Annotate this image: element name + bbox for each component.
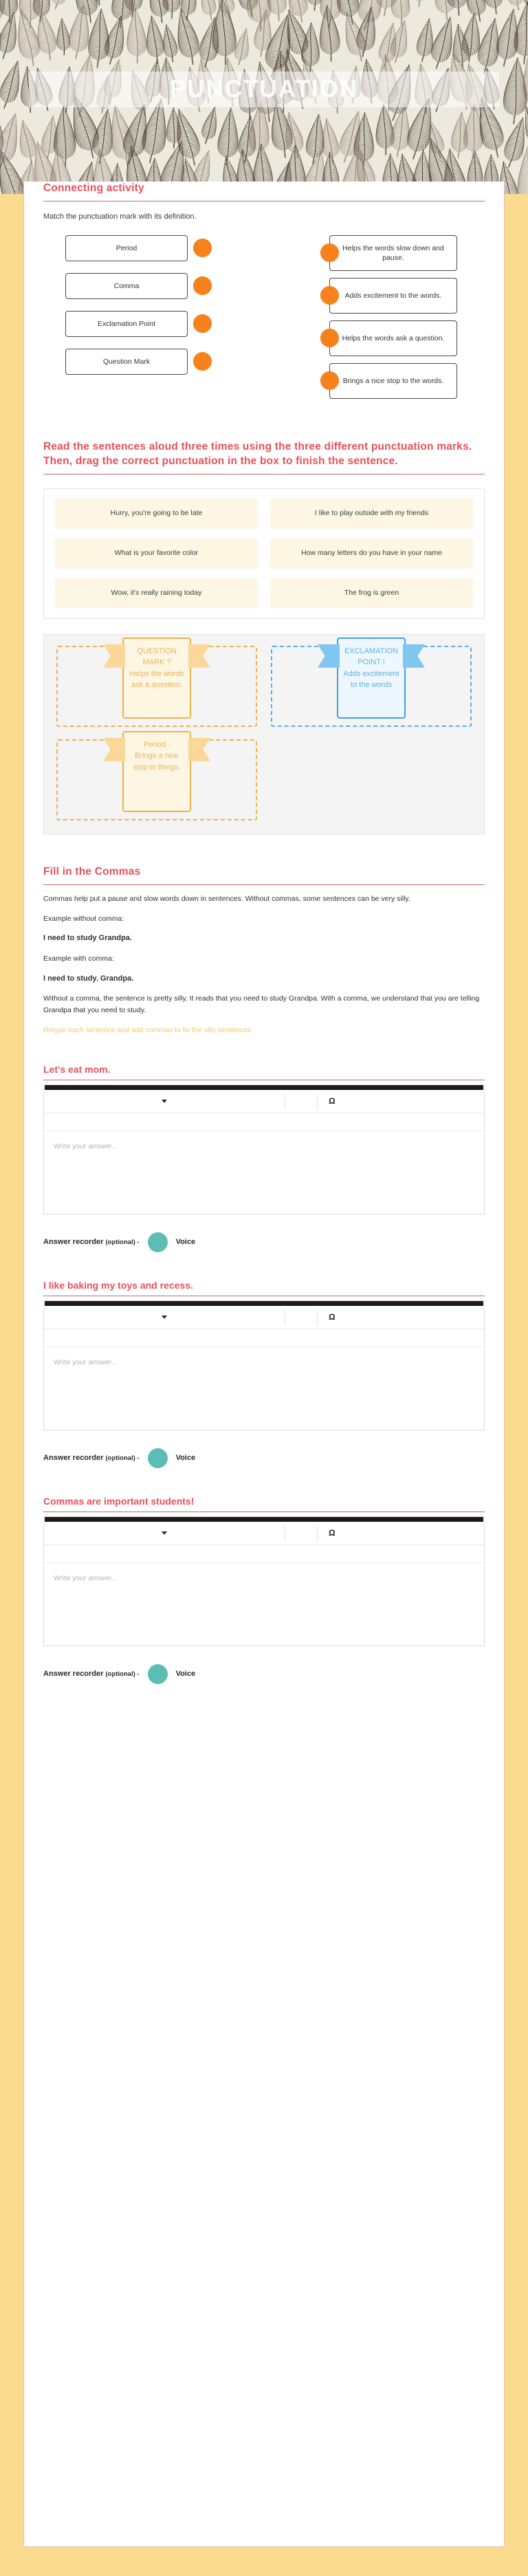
voice-record-button-2[interactable] xyxy=(148,1448,168,1468)
match-definition-question[interactable] xyxy=(329,320,467,356)
recorder-label-optional: (optional) - xyxy=(105,1454,140,1463)
match-item-exclamation-point[interactable] xyxy=(65,311,203,337)
drag-card-description: Brings a nice stop to things. xyxy=(133,752,181,772)
ribbon-right-icon xyxy=(188,644,210,668)
sentence-card[interactable]: How many letters do you have in your name xyxy=(270,538,473,569)
drop-slot-period[interactable] xyxy=(56,739,257,820)
connector-dot-icon[interactable] xyxy=(193,314,212,333)
match-item-period[interactable] xyxy=(65,235,203,261)
recorder-label-optional: (optional) - xyxy=(105,1238,140,1247)
match-item-question-mark[interactable] xyxy=(65,349,203,375)
drag-card-title: QUESTION MARK ? xyxy=(137,646,177,667)
drag-card-title: EXCLAMATION POINT ! xyxy=(344,646,399,667)
question-heading-2: I like baking my toys and recess. xyxy=(43,1279,193,1291)
editor-top-bar xyxy=(45,1085,483,1090)
commas-label-without: Example without comma: xyxy=(43,914,124,923)
match-definition-excitement[interactable] xyxy=(329,278,467,314)
match-definition-slow-down[interactable] xyxy=(329,235,467,271)
commas-divider xyxy=(43,884,485,885)
drag-card-description: Helps the words ask a question. xyxy=(129,669,184,690)
special-character-button-1[interactable] xyxy=(318,1090,484,1113)
example-with-part-b: Grandpa. xyxy=(98,974,134,983)
ribbon-right-icon xyxy=(403,644,425,668)
voice-label: Voice xyxy=(175,1670,196,1679)
match-item-comma[interactable] xyxy=(65,273,203,299)
drag-card-question-mark[interactable] xyxy=(122,637,191,719)
commas-explanation: Without a comma, the sentence is pretty silly. It reads that you need to study Grandpa. With a comma, we understand that you are telling Grandpa that you need to study. xyxy=(43,994,480,1015)
drag-card-title: Period . xyxy=(144,740,170,749)
sentence-card[interactable]: Wow, it's really raining today xyxy=(55,578,258,609)
answer-editor-1[interactable] xyxy=(43,1084,485,1214)
drop-slot-empty xyxy=(271,739,472,820)
matching-left-column xyxy=(65,235,203,399)
worksheet-card xyxy=(23,182,505,2547)
special-character-button-2[interactable] xyxy=(318,1306,484,1329)
connecting-instruction: Match the punctuation mark with its definition. xyxy=(43,212,197,221)
omega-symbol-icon: Ω xyxy=(329,1528,336,1538)
editor-secondary-toolbar xyxy=(44,1329,484,1347)
editor-toolbar-1 xyxy=(44,1090,484,1113)
font-dropdown-1[interactable] xyxy=(44,1090,285,1113)
recorder-label-main: Answer recorder xyxy=(43,1454,106,1463)
bottom-spacer xyxy=(43,1684,485,1688)
example-with-part-a: I need to study xyxy=(43,974,96,983)
commas-label-with: Example with comma: xyxy=(43,954,114,963)
match-definition-label: Adds excitement to the words. xyxy=(329,278,457,314)
chevron-down-icon xyxy=(162,1316,167,1319)
match-definition-label: Helps the words ask a question. xyxy=(329,320,457,356)
chevron-down-icon xyxy=(162,1531,167,1535)
answer-editor-2[interactable] xyxy=(43,1300,485,1430)
drop-slot-question-mark[interactable] xyxy=(56,646,257,727)
drop-slot-exclamation-point[interactable] xyxy=(271,646,472,727)
matching-activity xyxy=(43,235,485,399)
commas-example-without: I need to study Grandpa. xyxy=(43,934,132,943)
ribbon-left-icon xyxy=(318,644,340,668)
sentence-card[interactable]: What is your favorite color xyxy=(55,538,258,569)
editor-secondary-toolbar xyxy=(44,1113,484,1131)
recorder-label xyxy=(43,1670,140,1678)
sentence-card[interactable]: Hurry, you're going to be late xyxy=(55,499,258,529)
drag-card-period[interactable] xyxy=(122,731,191,812)
hero-banner xyxy=(0,0,528,194)
answer-input-3[interactable]: Write your answer... xyxy=(54,1573,118,1582)
match-label: Period xyxy=(65,235,188,261)
recorder-label xyxy=(43,1238,140,1246)
ribbon-left-icon xyxy=(103,738,125,761)
recorder-label-main: Answer recorder xyxy=(43,1238,106,1247)
recorder-label-main: Answer recorder xyxy=(43,1670,106,1679)
voice-label: Voice xyxy=(175,1454,196,1463)
drag-card-description: Adds excitement to the words xyxy=(343,669,399,690)
editor-top-bar xyxy=(45,1301,483,1306)
toolbar-group-blank[interactable] xyxy=(285,1306,317,1329)
connector-dot-icon[interactable] xyxy=(193,352,212,371)
answer-recorder-row-1 xyxy=(43,1232,485,1252)
match-label: Exclamation Point xyxy=(65,311,188,337)
editor-secondary-toolbar xyxy=(44,1545,484,1563)
editor-toolbar-2 xyxy=(44,1306,484,1329)
match-label: Comma xyxy=(65,273,188,299)
recorder-label-optional: (optional) - xyxy=(105,1670,140,1679)
ribbon-left-icon xyxy=(103,644,125,668)
drag-drop-panel xyxy=(43,634,485,835)
reading-heading: Read the sentences aloud three times using the three different punctuation marks. Then, drag the correct punctuation in the box to finish the sentence. xyxy=(43,440,472,467)
matching-right-column xyxy=(329,235,467,399)
omega-symbol-icon: Ω xyxy=(329,1096,336,1106)
question-divider-3 xyxy=(43,1511,485,1512)
voice-record-button-3[interactable] xyxy=(148,1664,168,1684)
connector-dot-icon[interactable] xyxy=(193,239,212,257)
connecting-heading: Connecting activity xyxy=(43,182,144,194)
omega-symbol-icon: Ω xyxy=(329,1312,336,1322)
sentence-card[interactable]: The frog is green xyxy=(270,578,473,609)
commas-example-with xyxy=(43,973,485,985)
connector-dot-icon[interactable] xyxy=(193,276,212,295)
highlighted-comma: , xyxy=(96,974,98,983)
toolbar-group-blank[interactable] xyxy=(285,1090,317,1113)
answer-input-1[interactable]: Write your answer... xyxy=(54,1142,118,1150)
answer-recorder-row-2 xyxy=(43,1448,485,1468)
editor-top-bar xyxy=(45,1517,483,1522)
sentence-card[interactable]: I like to play outside with my friends xyxy=(270,499,473,529)
ribbon-right-icon xyxy=(188,738,210,761)
question-heading-3: Commas are important students! xyxy=(43,1495,195,1507)
editor-toolbar-3 xyxy=(44,1522,484,1545)
match-label: Question Mark xyxy=(65,349,188,375)
toolbar-group-blank[interactable] xyxy=(285,1522,317,1544)
commas-heading: Fill in the Commas xyxy=(43,865,141,877)
font-dropdown-3[interactable] xyxy=(44,1522,285,1544)
match-definition-nice-stop[interactable] xyxy=(329,363,467,399)
chevron-down-icon xyxy=(162,1100,167,1103)
match-definition-label: Brings a nice stop to the words. xyxy=(329,363,457,399)
special-character-button-3[interactable] xyxy=(318,1522,484,1544)
voice-label: Voice xyxy=(175,1238,196,1247)
commas-intro: Commas help put a pause and slow words down in sentences. Without commas, some sentences can be very silly. xyxy=(43,894,410,903)
drag-card-exclamation-point[interactable] xyxy=(337,637,406,719)
answer-recorder-row-3 xyxy=(43,1664,485,1684)
font-dropdown-2[interactable] xyxy=(44,1306,285,1329)
hero-title: PUNCTUATION xyxy=(169,76,359,102)
answer-input-2[interactable]: Write your answer... xyxy=(54,1357,118,1366)
sentence-card-panel xyxy=(43,488,485,619)
match-definition-label: Helps the words slow down and pause. xyxy=(329,235,457,271)
answer-editor-3[interactable] xyxy=(43,1516,485,1646)
question-heading-1: Let's eat mom. xyxy=(43,1063,111,1075)
voice-record-button-1[interactable] xyxy=(148,1232,168,1252)
recorder-label xyxy=(43,1454,140,1462)
commas-task-note: Retype each sentence and add commas to fix the silly sentences. xyxy=(43,1025,253,1034)
